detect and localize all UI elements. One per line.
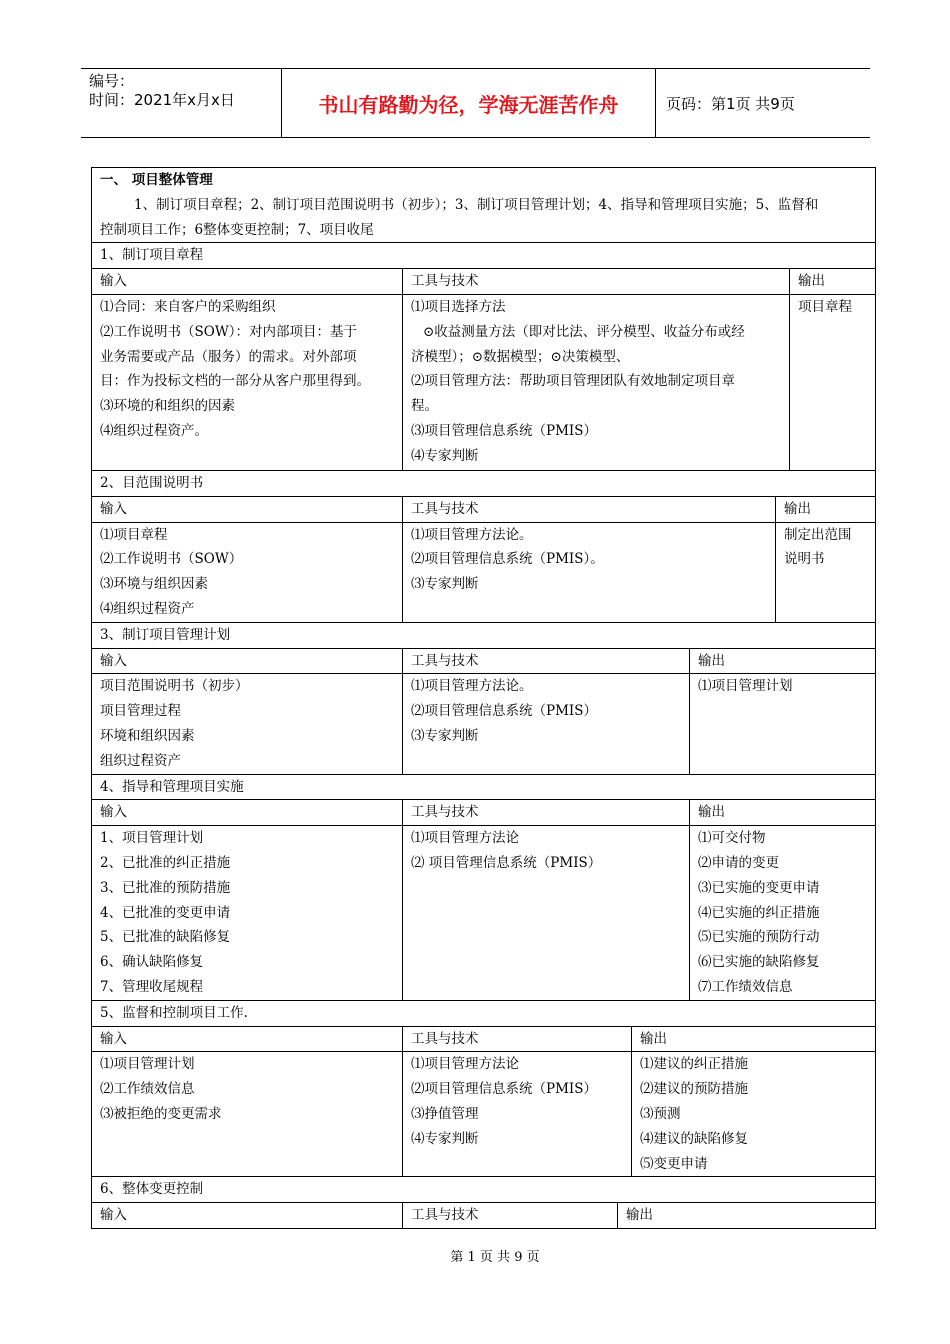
list-item: ⑶被拒绝的变更需求 [100, 1105, 222, 1122]
s3-title: 3、制订项目管理计划 [92, 622, 875, 648]
s3-header-row [92, 648, 875, 674]
list-item: ⑶项目管理信息系统（PMIS） [411, 422, 597, 439]
list-item: 目：作为投标文档的一部分从客户那里得到。 [100, 373, 370, 390]
date-label: 时间：2021年x月x日 [89, 91, 235, 109]
list-item: ⑷组织过程资产 [100, 600, 195, 617]
list-item: 项目管理过程 [100, 703, 181, 720]
list-item: 项目章程 [798, 298, 852, 315]
s2-tools-header: 工具与技术 [402, 497, 775, 522]
s1-body-row [92, 294, 875, 470]
s6-output-header: 输出 [617, 1203, 875, 1228]
list-item: ⑶专家判断 [411, 576, 479, 593]
list-item: ⑵项目管理信息系统（PMIS）。 [411, 551, 604, 568]
s6-header-row [92, 1202, 875, 1228]
s2-input-header: 输入 [100, 500, 127, 517]
list-item: ⑷专家判断 [411, 1130, 479, 1147]
s4-tools [402, 826, 689, 1000]
page-header [81, 68, 870, 138]
list-item: ⑴项目管理方法论。 [411, 526, 533, 543]
list-item: ⑵申请的变更 [698, 854, 779, 871]
list-item: ⑴合同：来自客户的采购组织 [100, 298, 276, 315]
list-item: ⑵项目管理信息系统（PMIS） [411, 703, 597, 720]
number-label: 编号： [89, 72, 135, 90]
list-item: 济模型）；⊙数据模型；⊙决策模型、 [411, 348, 630, 365]
list-item: ⑴建议的纠正措施 [640, 1056, 748, 1073]
s6-input-header: 输入 [100, 1207, 127, 1224]
section-summary-1: 1、制订项目章程；2、制订项目范围说明书（初步）；3、制订项目管理计划；4、指导和管理项目实施；5、监督和 [134, 196, 819, 213]
s1-tools [402, 295, 789, 470]
list-item: ⑴项目管理方法论 [411, 1056, 519, 1073]
s4-output-header: 输出 [689, 800, 875, 825]
s2-header-row [92, 496, 875, 522]
content-table [91, 167, 876, 1229]
list-item: 4、已批准的变更申请 [100, 904, 231, 921]
s5-input-header: 输入 [100, 1030, 127, 1047]
list-item: ⑺工作绩效信息 [698, 978, 793, 995]
list-item: ⑷组织过程资产。 [100, 422, 208, 439]
list-item: 业务需要或产品（服务）的需求。对外部项 [100, 348, 357, 365]
s4-outputs [689, 826, 875, 1000]
header-meta [81, 69, 282, 137]
list-item: 6、确认缺陷修复 [100, 954, 204, 971]
s5-inputs [92, 1052, 402, 1176]
list-item: 5、已批准的缺陷修复 [100, 929, 231, 946]
s5-tools-header: 工具与技术 [402, 1027, 631, 1052]
list-item: ⑷专家判断 [411, 447, 479, 464]
list-item: ⑷已实施的纠正措施 [698, 904, 820, 921]
page-footer: 第 1 页 共 9 页 [450, 1250, 540, 1265]
list-item: ⑶专家判断 [411, 727, 479, 744]
s4-inputs [92, 826, 402, 1000]
s3-tools [402, 674, 689, 773]
section-title: 一、 项目整体管理 [100, 172, 213, 188]
list-item: 组织过程资产 [100, 752, 181, 769]
list-item: ⑵工作说明书（SOW） [100, 551, 243, 568]
s6-tools-header: 工具与技术 [402, 1203, 617, 1228]
s4-title: 4、指导和管理项目实施 [92, 774, 875, 800]
s1-title: 1、制订项目章程 [92, 242, 875, 268]
list-item: ⑶挣值管理 [411, 1105, 479, 1122]
list-item: ⑴项目管理方法论 [411, 830, 519, 847]
list-item: ⑷建议的缺陷修复 [640, 1130, 748, 1147]
list-item: ⑵建议的预防措施 [640, 1081, 748, 1098]
s5-output-header: 输出 [631, 1027, 875, 1052]
s4-header-row [92, 799, 875, 825]
list-item: 2、已批准的纠正措施 [100, 854, 231, 871]
list-item: ⑸已实施的预防行动 [698, 929, 820, 946]
s1-outputs [789, 295, 875, 470]
s3-input-header: 输入 [100, 652, 127, 669]
motto: 书山有路勤为径，学海无涯苦作舟 [282, 69, 656, 137]
s2-title: 2、目范围说明书 [92, 470, 875, 496]
list-item: ⑴项目管理方法论。 [411, 678, 533, 695]
s3-inputs [92, 674, 402, 773]
s6-title: 6、整体变更控制 [92, 1176, 875, 1202]
s3-output-header: 输出 [689, 649, 875, 674]
s1-input-header: 输入 [100, 273, 127, 290]
list-item: ⑶预测 [640, 1105, 681, 1122]
list-item: ⑵工作说明书（SOW）：对内部项目：基于 [100, 323, 357, 340]
list-item: ⑴可交付物 [698, 830, 766, 847]
list-item: ⑴项目章程 [100, 526, 168, 543]
s1-header-row [92, 268, 875, 294]
section-overview [92, 168, 875, 242]
list-item: ⑵工作绩效信息 [100, 1081, 195, 1098]
list-item: ⑴项目管理计划 [100, 1056, 195, 1073]
list-item: 1、项目管理计划 [100, 830, 204, 847]
s5-outputs [631, 1052, 875, 1176]
s5-title: 5、监督和控制项目工作. [92, 1000, 875, 1026]
list-item: 说明书 [784, 551, 825, 568]
s5-tools [402, 1052, 631, 1176]
list-item: 程。 [411, 398, 438, 415]
page-info: 页码：第1页 共9页 [666, 94, 795, 113]
list-item: ⑵ 项目管理信息系统（PMIS） [411, 854, 602, 871]
s1-tools-header: 工具与技术 [402, 269, 789, 294]
list-item: ⑸变更申请 [640, 1155, 708, 1172]
s2-tools [402, 523, 775, 622]
s3-body-row [92, 673, 875, 773]
list-item: ⑴项目管理计划 [698, 678, 793, 695]
list-item: ⑶环境与组织因素 [100, 576, 208, 593]
list-item: ⊙收益测量方法（即对比法、评分模型、收益分布或经 [423, 323, 745, 340]
s4-tools-header: 工具与技术 [402, 800, 689, 825]
list-item: 环境和组织因素 [100, 727, 195, 744]
list-item: 项目范围说明书（初步） [100, 678, 249, 695]
list-item: 制定出范围 [784, 526, 852, 543]
s4-body-row [92, 825, 875, 1000]
s2-body-row [92, 522, 875, 622]
s3-outputs [689, 674, 875, 773]
s3-tools-header: 工具与技术 [402, 649, 689, 674]
section-summary-2: 控制项目工作；6整体变更控制；7、项目收尾 [100, 221, 374, 238]
s2-output-header: 输出 [775, 497, 875, 522]
list-item: 3、已批准的预防措施 [100, 879, 231, 896]
s1-inputs [92, 295, 402, 470]
s1-output-header: 输出 [789, 269, 875, 294]
s2-inputs [92, 523, 402, 622]
list-item: ⑶环境的和组织的因素 [100, 398, 235, 415]
list-item: ⑹已实施的缺陷修复 [698, 954, 820, 971]
list-item: ⑴项目选择方法 [411, 298, 506, 315]
s5-header-row [92, 1026, 875, 1052]
s2-outputs [775, 523, 875, 622]
list-item: ⑶已实施的变更申请 [698, 879, 820, 896]
list-item: 7、管理收尾规程 [100, 978, 204, 995]
s5-body-row [92, 1051, 875, 1176]
list-item: ⑵项目管理信息系统（PMIS） [411, 1081, 597, 1098]
s4-input-header: 输入 [100, 804, 127, 821]
list-item: ⑵项目管理方法：帮助项目管理团队有效地制定项目章 [411, 373, 735, 390]
